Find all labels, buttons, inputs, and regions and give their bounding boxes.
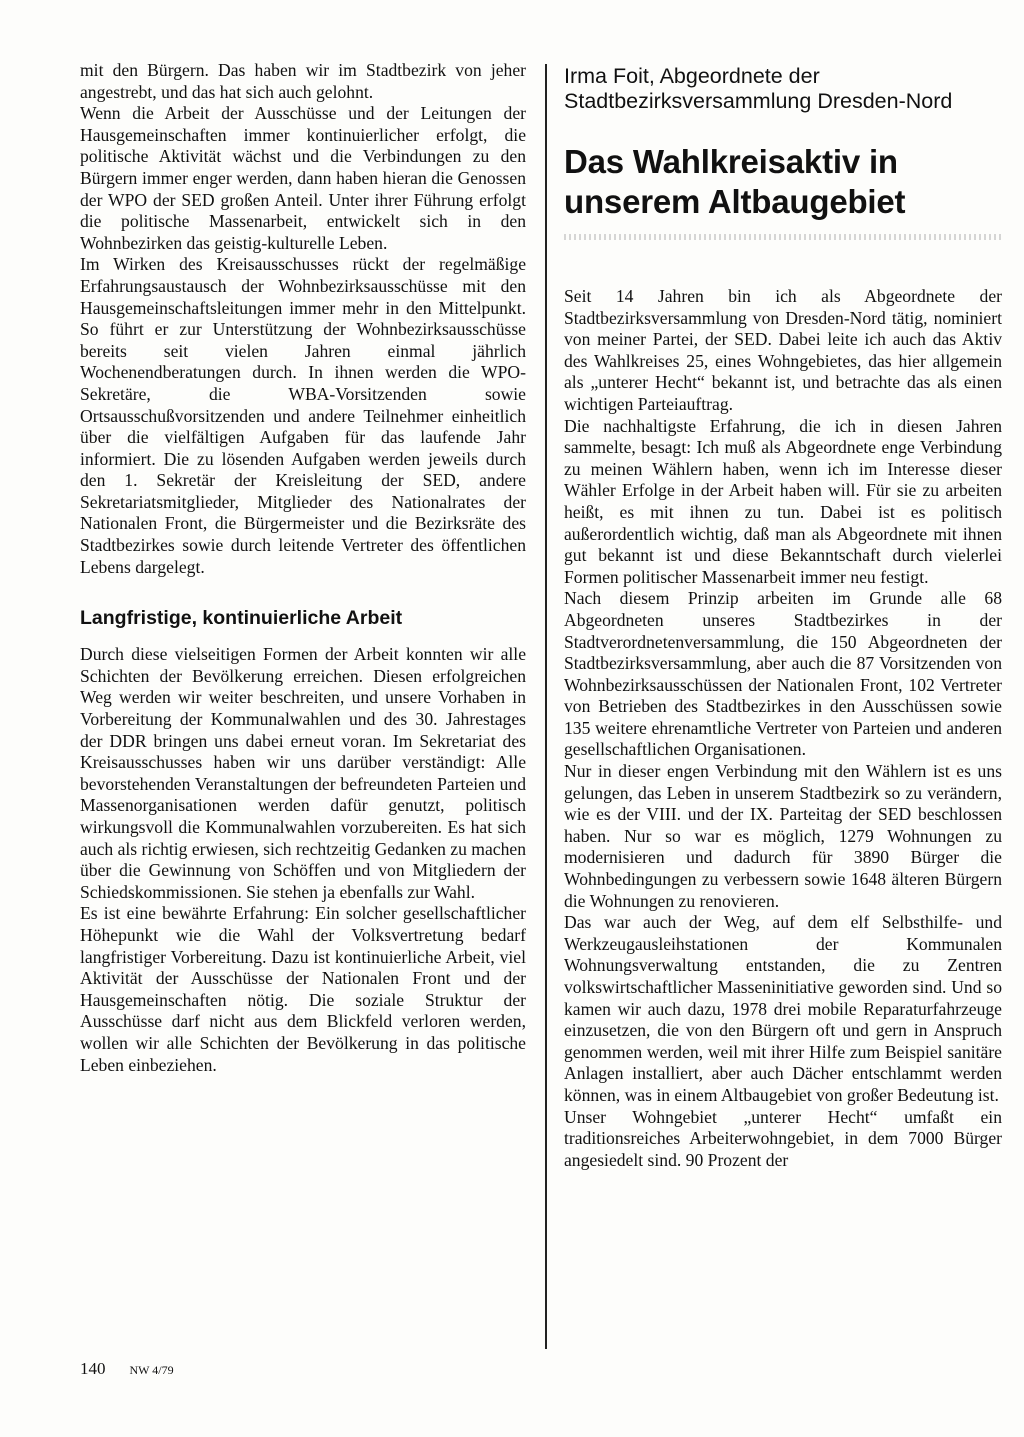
- right-column: [564, 60, 1002, 1171]
- paragraph: Im Wirken des Kreisausschusses rückt der regelmäßige Erfahrungsaustausch der Wohnbezirksausschüsse mit den Hausgemeinschaftsleitungen immer mehr in den Mittelpunkt. So führt er zur Unterstützung der Wohnbezirksausschüsse bereits seit vielen Jahren einmal jährlich Wochenendberatungen durch. In ihnen werden die WPO-Sekretäre, die WBA-Vorsitzenden sowie Ortsausschußvorsitzenden und andere Teilnehmer einheitlich über die vielfältigen Aufgaben für das laufende Jahr informiert. Die zu lösenden Aufgaben werden jeweils durch den 1. Sekretär der Kreisleitung der SED, andere Sekretariatsmitglieder, Mitglieder des Nationalrates der Nationalen Front, die Bürgermeister und die Bezirksräte des Stadtbezirkes sowie durch leitende Vertreter des öffentlichen Lebens dargelegt.: [80, 254, 526, 577]
- paragraph: Es ist eine bewährte Erfahrung: Ein solcher gesellschaftlicher Höhepunkt wie die Wahl der Volksvertretung bedarf langfristiger Vorbereitung. Dazu ist kontinuierliche Arbeit, viel Aktivität der Ausschüsse der Nationalen Front und der Hausgemeinschaften nötig. Die soziale Struktur der Ausschüsse darf nicht aus dem Blickfeld verloren werden, wollen wir alle Schichten der Bevölkerung in das politische Leben einbeziehen.: [80, 903, 526, 1075]
- paragraph: mit den Bürgern. Das haben wir im Stadtbezirk von jeher angestrebt, und das hat sich auch gelohnt.: [80, 60, 526, 102]
- headline-rule: [564, 234, 1002, 240]
- page-number: 140: [80, 1359, 106, 1378]
- paragraph: Durch diese vielseitigen Formen der Arbeit konnten wir alle Schichten der Bevölkerung erreichen. Diesen erfolgreichen Weg werden wir weiter beschreiten, und unsere Vorhaben in Vorbereitung der Kommunalwahlen und des 30. Jahrestages der DDR bringen uns dabei erneut voran. Im Sekretariat des Kreisausschusses haben wir uns darüber verständigt: Alle bevorstehenden Veranstaltungen der befreundeten Parteien und Massenorganisationen werden dafür genutzt, politisch wirkungsvoll die Kommunalwahlen vorzubereiten. Es hat sich auch als richtig erwiesen, sich rechtzeitig Gedanken zu machen über die Gewinnung von Schöffen und von Mitgliedern der Schiedskommissionen. Sie stehen ja ebenfalls zur Wahl.: [80, 644, 527, 902]
- paragraph: Unser Wohngebiet „unterer Hecht“ umfaßt ein traditionsreiches Arbeiterwohngebiet, in dem 7000 Bürger angesiedelt sind. 90 Prozent der: [564, 1106, 1002, 1170]
- paragraph: Die nachhaltigste Erfahrung, die ich in diesen Jahren sammelte, besagt: Ich muß als Abgeordnete enge Verbindung zu meinen Wählern haben, wenn ich im Interesse dieser Wähler Erfolge in der Arbeit haben will. Für sie zu arbeiten heißt, es mit ihnen zu tun. Dabei ist es politisch außerordentlich wichtig, daß man als Abgeordnete mit ihnen gut bekannt ist und diese Bekanntschaft durch vielerlei Formen politischer Massenarbeit immer neu festigt.: [564, 415, 1002, 587]
- section-subheading: Langfristige, kontinuierliche Arbeit: [80, 607, 403, 630]
- article-headline: Das Wahlkreisaktiv in unserem Altbaugebiet: [564, 143, 906, 220]
- paragraph: Wenn die Arbeit der Ausschüsse und der Leitungen der Hausgemeinschaften immer kontinuierlicher erfolgt, die politische Aktivität wächst und die Verbindungen zu den Bürgern immer enger werden, dann haben hieran die Genossen der WPO der SED großen Anteil. Unter ihrer Führung erfolgt die politische Massenarbeit, entwickelt sich in den Wohnbezirken das geistig-kulturelle Leben.: [80, 103, 526, 253]
- issue-label: NW 4/79: [129, 1363, 174, 1377]
- paragraph: Seit 14 Jahren bin ich als Abgeordnete der Stadtbezirksversammlung von Dresden-Nord tätig, nominiert von meiner Partei, der SED. Dabei leite ich auch das Aktiv des Wahlkreises 25, eines Wohngebietes, das hier allgemein als „unterer Hecht“ bekannt ist, und betrachte das als einen wichtigen Parteiauftrag.: [564, 286, 1002, 414]
- author-byline: Irma Foit, Abgeordnete der Stadtbezirksversammlung Dresden-Nord: [564, 64, 953, 113]
- page-footer: [80, 1359, 174, 1379]
- left-column: [80, 60, 526, 1076]
- paragraph: Das war auch der Weg, auf dem elf Selbsthilfe- und Werkzeugausleihstationen der Kommunalen Wohnungsverwaltung entstanden, die zu Zentren volkswirtschaftlicher Masseninitiative geworden sind. Und so kamen wir auch dazu, 1978 drei mobile Reparaturfahrzeuge einzusetzen, die von den Bürgern oft und gern in Anspruch genommen werden, weil mit ihrer Hilfe zum Beispiel sanitäre Anlagen installiert, aber auch Dächer entschlammt werden können, was in einem Altbaugebiet von großer Bedeutung ist.: [564, 912, 1002, 1105]
- paragraph: Nur in dieser engen Verbindung mit den Wählern ist es uns gelungen, das Leben in unserem Stadtbezirk so zu verändern, wie es der VIII. und der IX. Parteitag der SED beschlossen haben. Nur so war es möglich, 1279 Wohnungen zu modernisieren und dadurch für 3890 Bürger die Wohnbedingungen zu verbessern sowie 1648 älteren Bürgern die Wohnungen zu renovieren.: [564, 761, 1002, 911]
- paragraph: Nach diesem Prinzip arbeiten im Grunde alle 68 Abgeordneten unseres Stadtbezirkes in der Stadtverordnetenversammlung, die 150 Abgeordneten der Stadtbezirksversammlung, aber auch die 87 Vorsitzenden von Wohnbezirksausschüssen der Nationalen Front, 102 Vertreter von Betrieben des Stadtbezirkes in den Ausschüssen sowie 135 weitere ehrenamtliche Vertreter von Parteien und anderen gesellschaftlichen Organisationen.: [564, 588, 1002, 760]
- column-divider: [545, 64, 547, 1349]
